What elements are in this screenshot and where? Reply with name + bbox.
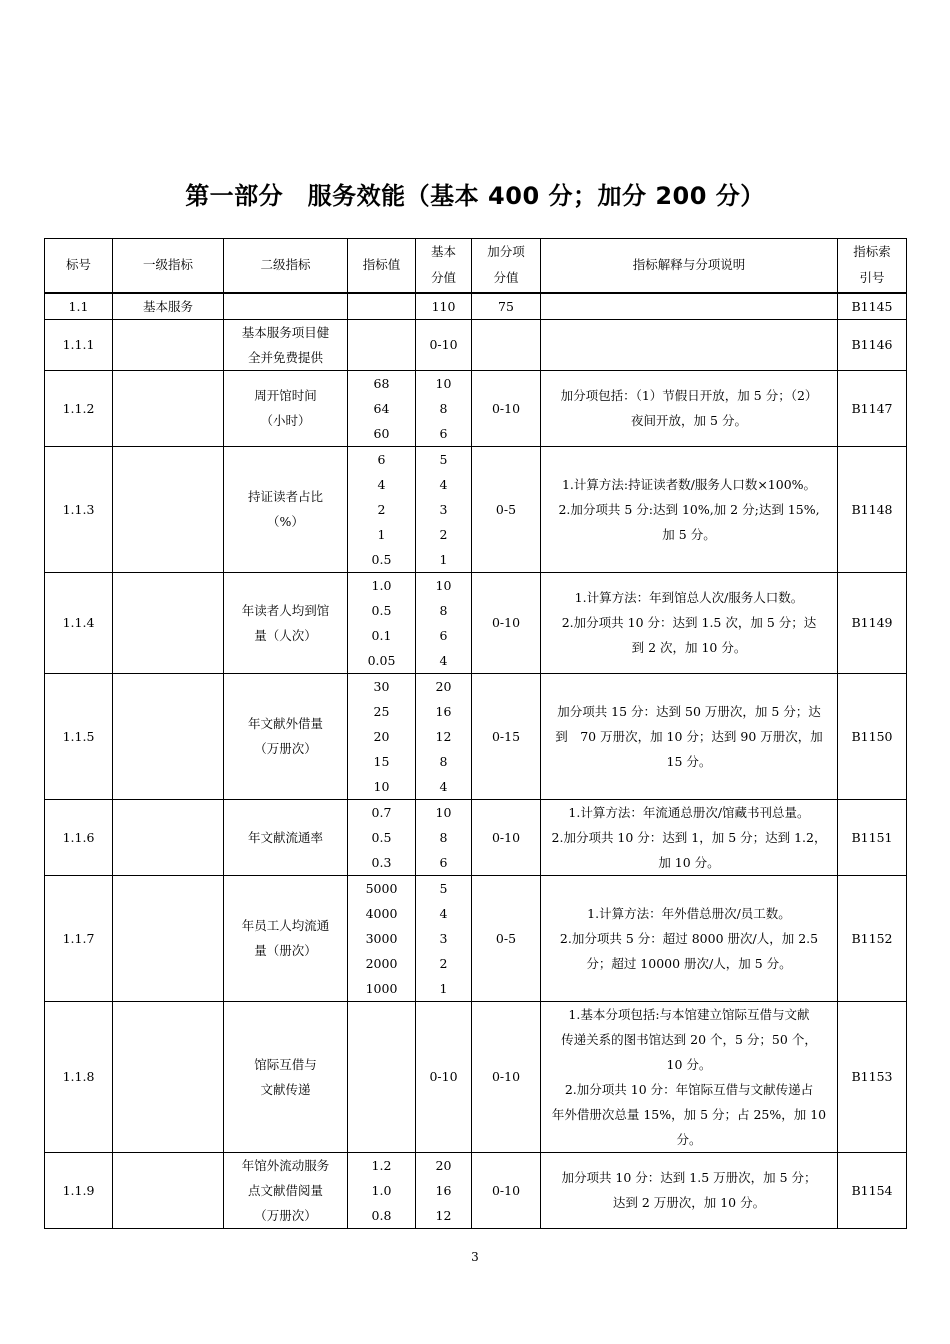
cell-values (348, 293, 416, 320)
cell-base-score (416, 319, 472, 370)
table-row (45, 370, 907, 446)
cell-id: 1.1.1 (45, 319, 113, 370)
cell-line: 3000 (365, 930, 398, 946)
cell-line: 标号 (65, 257, 91, 273)
cell-bonus-score (472, 370, 541, 446)
cell-line: 文献传递 (260, 1081, 311, 1097)
cell-description (541, 446, 838, 572)
cell-index: B1152 (838, 875, 907, 1001)
header-bonus-score (472, 239, 541, 293)
table-row (45, 293, 907, 320)
cell-id: 1.1.5 (45, 673, 113, 799)
cell-line: 4000 (365, 905, 398, 921)
cell-line: 12 (435, 1207, 452, 1223)
cell-bonus-score (472, 446, 541, 572)
cell-line: 4 (377, 476, 386, 492)
cell-line: 夜间开放，加 5 分。 (631, 413, 747, 428)
cell-line: 4 (439, 652, 448, 668)
cell-line: 0.5 (371, 602, 392, 618)
cell-base-score (416, 799, 472, 875)
cell-id: 1.1.7 (45, 875, 113, 1001)
cell-line: 分值 (493, 270, 519, 286)
header-description (541, 239, 838, 293)
cell-line: 5 (439, 880, 448, 896)
table-row (45, 875, 907, 1001)
cell-line: 年员工人均流通 (241, 918, 330, 933)
cell-line: 6 (439, 627, 448, 643)
cell-line: 20 (435, 678, 452, 694)
cell-line: 2 (377, 501, 386, 517)
cell-level2 (224, 319, 348, 370)
cell-level1 (113, 673, 224, 799)
cell-line: 12 (435, 728, 452, 744)
cell-line: 年馆外流动服务 (241, 1157, 330, 1173)
cell-id: 1.1.3 (45, 446, 113, 572)
cell-line: 一级指标 (142, 257, 193, 273)
cell-line: 0-10 (429, 1069, 458, 1084)
cell-line: 0-5 (495, 501, 517, 517)
cell-line: 8 (439, 829, 448, 845)
cell-line: （万册次） (254, 741, 317, 756)
cell-line: （%） (267, 514, 304, 529)
cell-line: 5 (439, 451, 448, 467)
cell-line: 分。 (676, 1131, 702, 1147)
cell-bonus-score (472, 875, 541, 1001)
cell-line: 引号 (859, 270, 885, 286)
cell-line: 年文献流通率 (247, 829, 323, 845)
cell-line: 4 (439, 476, 448, 492)
cell-level2 (224, 673, 348, 799)
cell-values (348, 319, 416, 370)
table-row (45, 572, 907, 673)
cell-line: 加 10 分。 (658, 854, 720, 870)
table-row (45, 319, 907, 370)
cell-line: 6 (439, 425, 448, 441)
cell-index: B1154 (838, 1152, 907, 1228)
cell-line: 0-10 (429, 337, 458, 352)
cell-line: 20 (373, 728, 390, 744)
cell-line: 1.计算方法：年到馆总人次/服务人口数。 (574, 590, 804, 605)
cell-values (348, 875, 416, 1001)
cell-line: 8 (439, 753, 448, 769)
cell-level2 (224, 572, 348, 673)
cell-index: B1147 (838, 370, 907, 446)
cell-level2 (224, 293, 348, 320)
cell-line: 6 (377, 451, 386, 467)
cell-line: 2.加分项共 10 分：达到 1，加 5 分；达到 1.2， (551, 829, 827, 845)
cell-level2 (224, 875, 348, 1001)
cell-line: 基本 (430, 244, 456, 260)
cell-line: 1000 (365, 980, 398, 996)
cell-line: 加分项共 10 分：达到 1.5 万册次，加 5 分； (561, 1170, 817, 1185)
cell-index: B1148 (838, 446, 907, 572)
cell-description (541, 1152, 838, 1228)
cell-line: 分值 (430, 270, 456, 286)
cell-level2 (224, 1152, 348, 1228)
cell-id: 1.1 (45, 293, 113, 320)
cell-line: 5000 (365, 880, 398, 896)
cell-line: 全并免费提供 (247, 349, 323, 365)
header-level2 (224, 239, 348, 293)
cell-base-score (416, 293, 472, 320)
cell-id: 1.1.4 (45, 572, 113, 673)
cell-index: B1146 (838, 319, 907, 370)
cell-id: 1.1.6 (45, 799, 113, 875)
cell-bonus-score (472, 572, 541, 673)
cell-line: 16 (435, 703, 452, 719)
cell-line: 1 (439, 980, 448, 996)
cell-line: 1 (377, 526, 386, 542)
table-body (45, 293, 907, 1229)
cell-line: 0-10 (491, 615, 521, 630)
cell-line: 基本服务项目健 (241, 324, 330, 340)
cell-description (541, 572, 838, 673)
cell-line: 6 (439, 854, 448, 870)
cell-line: 0-10 (491, 829, 521, 845)
cell-base-score (416, 572, 472, 673)
cell-line: 2.加分项共 5 分:达到 10%,加 2 分;达到 15%, (558, 501, 820, 517)
cell-bonus-score (472, 1001, 541, 1152)
cell-bonus-score (472, 319, 541, 370)
cell-line: 年读者人均到馆 (241, 602, 330, 618)
cell-values (348, 446, 416, 572)
cell-line: 0.3 (371, 854, 392, 870)
cell-values (348, 673, 416, 799)
cell-id: 1.1.8 (45, 1001, 113, 1152)
cell-line: 60 (373, 425, 390, 441)
cell-line: 10 (373, 778, 390, 794)
cell-line: 110 (431, 298, 456, 314)
cell-line: 0.7 (371, 804, 392, 820)
cell-line: 加 5 分。 (662, 526, 716, 542)
cell-line: 4 (439, 778, 448, 794)
cell-level1 (113, 1001, 224, 1152)
cell-line: 8 (439, 400, 448, 416)
cell-description (541, 293, 838, 320)
cell-level1 (113, 319, 224, 370)
cell-bonus-score (472, 293, 541, 320)
cell-description (541, 799, 838, 875)
cell-bonus-score (472, 799, 541, 875)
table-row (45, 673, 907, 799)
cell-description (541, 1001, 838, 1152)
cell-description (541, 370, 838, 446)
cell-line: 2 (439, 955, 448, 971)
cell-line: 到 2 次，加 10 分。 (631, 640, 747, 655)
table-header (45, 239, 907, 293)
cell-line: 年文献外借量 (247, 716, 323, 731)
cell-line: 量（册次） (254, 943, 317, 958)
cell-line: （万册次） (254, 1207, 317, 1223)
cell-line: 8 (439, 602, 448, 618)
table-row (45, 1001, 907, 1152)
page-number: 3 (471, 1250, 479, 1264)
cell-line: 0-15 (491, 728, 521, 744)
cell-line: 0.5 (371, 551, 392, 567)
cell-line: 68 (373, 375, 390, 391)
cell-line: 2.加分项共 10 分：年馆际互借与文献传递占 (564, 1081, 814, 1097)
cell-line: 0.1 (371, 627, 392, 643)
cell-base-score (416, 446, 472, 572)
cell-level1: 基本服务 (113, 293, 224, 320)
cell-line: 加分项 (487, 244, 525, 260)
table-row (45, 1152, 907, 1228)
cell-bonus-score (472, 673, 541, 799)
cell-id: 1.1.9 (45, 1152, 113, 1228)
table-row (45, 446, 907, 572)
cell-line: 1.0 (371, 1182, 392, 1198)
cell-index: B1150 (838, 673, 907, 799)
cell-index: B1151 (838, 799, 907, 875)
cell-bonus-score (472, 1152, 541, 1228)
cell-base-score (416, 1152, 472, 1228)
cell-line: 0-10 (491, 1182, 521, 1198)
cell-line: 3 (439, 501, 448, 517)
cell-line: 加分项包括：（1）节假日开放，加 5 分；（2） (560, 388, 818, 403)
cell-level1 (113, 370, 224, 446)
header-level1 (113, 239, 224, 293)
cell-line: 加分项共 15 分：达到 50 万册次，加 5 分；达 (557, 703, 821, 719)
cell-level1 (113, 572, 224, 673)
cell-base-score (416, 370, 472, 446)
cell-line: 分；超过 10000 册次/人，加 5 分。 (586, 955, 792, 971)
cell-index: B1145 (838, 293, 907, 320)
cell-line: 指标索 (853, 244, 891, 260)
cell-line: 1.计算方法:持证读者数/服务人口数×100%。 (561, 476, 817, 492)
cell-line: 0-10 (491, 1069, 521, 1084)
cell-line: 10 (435, 804, 452, 820)
cell-line: 0.8 (371, 1207, 392, 1223)
cell-base-score (416, 673, 472, 799)
cell-line: 周开馆时间 (254, 388, 317, 403)
cell-line: 25 (373, 703, 390, 719)
cell-line: 16 (435, 1182, 452, 1198)
cell-line: 到 70 万册次，加 10 分；达到 90 万册次，加 (555, 728, 823, 744)
cell-level2 (224, 446, 348, 572)
cell-line: 达到 2 万册次，加 10 分。 (612, 1195, 766, 1210)
cell-level1 (113, 446, 224, 572)
cell-description (541, 875, 838, 1001)
cell-line: 10 分。 (666, 1056, 712, 1072)
cell-description (541, 673, 838, 799)
cell-level1 (113, 799, 224, 875)
cell-line: 2.加分项共 5 分：超过 8000 册次/人，加 2.5 (559, 930, 819, 946)
cell-level1 (113, 875, 224, 1001)
header-base-score (416, 239, 472, 293)
table-row (45, 799, 907, 875)
cell-line: 15 (373, 753, 390, 769)
cell-line: 0-10 (491, 400, 521, 416)
cell-index: B1149 (838, 572, 907, 673)
cell-line: 1.2 (371, 1157, 392, 1173)
cell-line: 二级指标 (260, 257, 311, 273)
cell-line: 0.5 (371, 829, 392, 845)
cell-values (348, 572, 416, 673)
cell-id: 1.1.2 (45, 370, 113, 446)
cell-line: 量（人次） (254, 627, 317, 643)
cell-line: 75 (498, 298, 514, 314)
header-value (348, 239, 416, 293)
cell-values (348, 1152, 416, 1228)
cell-line: 20 (435, 1157, 452, 1173)
cell-level1 (113, 1152, 224, 1228)
cell-line: 10 (435, 577, 452, 593)
cell-base-score (416, 875, 472, 1001)
cell-line: 30 (373, 678, 390, 694)
cell-line: 1.基本分项包括:与本馆建立馆际互借与文献 (568, 1006, 810, 1022)
cell-line: 4 (439, 905, 448, 921)
indicator-table (44, 238, 907, 1229)
cell-line: 0-5 (495, 930, 517, 946)
cell-line: 传递关系的图书馆达到 20 个，5 分；50 个， (561, 1031, 817, 1047)
cell-line: 64 (373, 400, 390, 416)
page-title: 第一部分 服务效能（基本 400 分；加分 200 分） (185, 182, 765, 210)
header-id (45, 239, 113, 293)
cell-line: 2000 (365, 955, 398, 971)
cell-line: 1.计算方法：年外借总册次/员工数。 (587, 905, 791, 921)
cell-line: 年外借册次总量 15%，加 5 分；占 25%，加 10 (551, 1106, 827, 1122)
cell-level2 (224, 370, 348, 446)
cell-line: 2.加分项共 10 分：达到 1.5 次，加 5 分；达 (561, 615, 817, 630)
cell-values (348, 799, 416, 875)
cell-line: 3 (439, 930, 448, 946)
cell-index: B1153 (838, 1001, 907, 1152)
cell-base-score (416, 1001, 472, 1152)
cell-line: 10 (435, 375, 452, 391)
cell-level2 (224, 799, 348, 875)
cell-line: 点文献借阅量 (247, 1182, 323, 1198)
cell-line: 0.05 (367, 652, 396, 668)
cell-line: 2 (439, 526, 448, 542)
cell-values (348, 370, 416, 446)
cell-level2 (224, 1001, 348, 1152)
cell-values (348, 1001, 416, 1152)
cell-line: 1.计算方法：年流通总册次/馆藏书刊总量。 (568, 804, 810, 820)
cell-line: 1.0 (371, 577, 392, 593)
cell-line: 持证读者占比 (247, 489, 323, 504)
header-index (838, 239, 907, 293)
cell-line: 15 分。 (666, 753, 712, 769)
cell-line: 1 (439, 551, 448, 567)
cell-line: （小时） (260, 413, 311, 428)
cell-line: 馆际互借与 (254, 1056, 317, 1072)
cell-line: 指标值 (362, 257, 401, 273)
cell-line: 指标解释与分项说明 (632, 257, 746, 273)
cell-description (541, 319, 838, 370)
